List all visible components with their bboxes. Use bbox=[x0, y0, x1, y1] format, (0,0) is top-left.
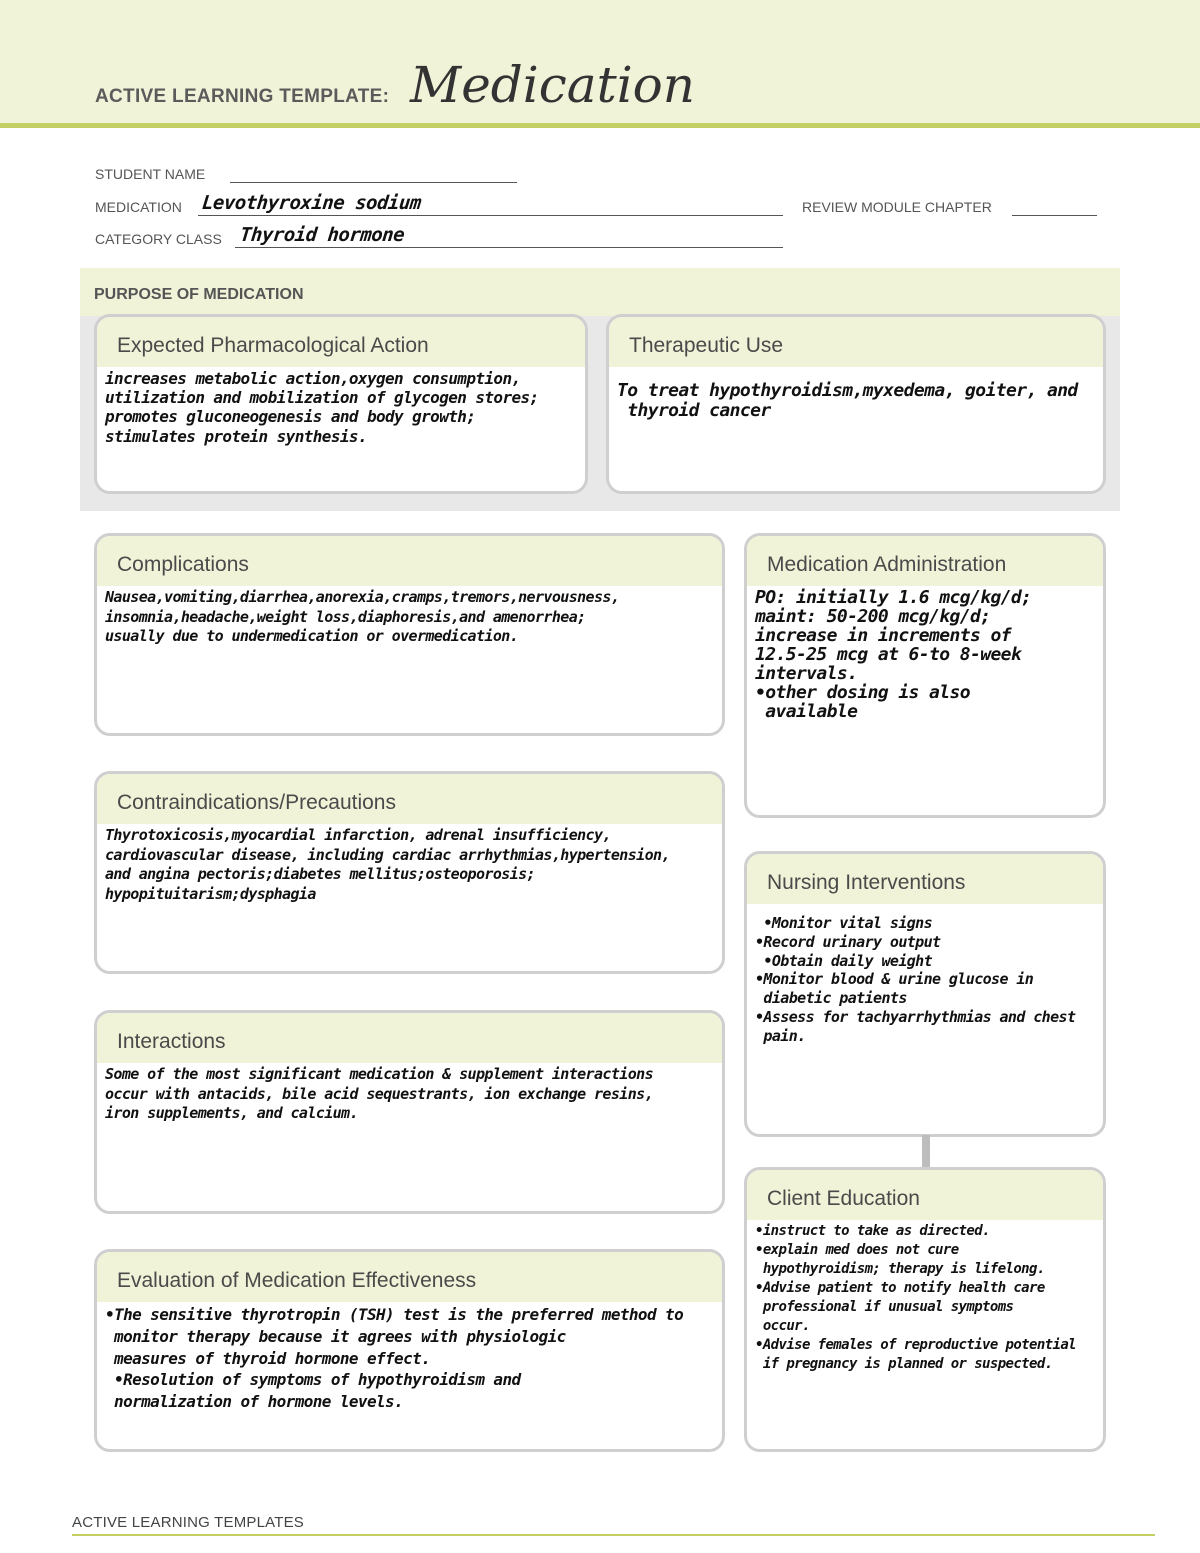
text-line: •Assess for tachyarrhythmias and chest bbox=[755, 1007, 1076, 1026]
text-line: Thyrotoxicosis,myocardial infarction, adrenal insufficiency, bbox=[105, 826, 611, 844]
text-line: •Advise patient to notify health care bbox=[755, 1280, 1045, 1297]
review-module-field[interactable] bbox=[1012, 197, 1097, 216]
evaluation-card bbox=[94, 1249, 725, 1452]
text-line: •The sensitive thyrotropin (TSH) test is the preferred method to bbox=[105, 1305, 684, 1324]
text-line: •other dosing is also bbox=[755, 682, 970, 704]
complications-body[interactable] bbox=[97, 586, 722, 647]
text-line: Some of the most significant medication & supplement interactions bbox=[105, 1065, 654, 1083]
text-line: •Monitor vital signs bbox=[755, 914, 933, 932]
medication-administration-title: Medication Administration bbox=[747, 536, 1103, 586]
text-line: cardiovascular disease, including cardiac arrhythmias,hypertension, bbox=[105, 845, 670, 864]
text-line: iron supplements, and calcium. bbox=[105, 1104, 358, 1122]
text-line: occur with antacids, bile acid sequestrants, ion exchange resins, bbox=[105, 1084, 654, 1103]
category-class-label: CATEGORY CLASS bbox=[95, 231, 222, 247]
footer-rule bbox=[72, 1534, 1155, 1536]
text-line: To treat hypothyroidism,myxedema, goiter, and bbox=[617, 380, 1078, 401]
text-line: pain. bbox=[755, 1026, 806, 1045]
nursing-interventions-title: Nursing Interventions bbox=[747, 854, 1103, 904]
text-line: intervals. bbox=[755, 663, 858, 685]
text-line: •Monitor blood & urine glucose in bbox=[755, 970, 1034, 989]
text-line: promotes gluconeogenesis and body growth; bbox=[105, 407, 476, 427]
client-education-body[interactable] bbox=[747, 1220, 1103, 1374]
text-line: •Resolution of symptoms of hypothyroidism and bbox=[105, 1370, 521, 1390]
text-line: insomnia,headache,weight loss,diaphoresis,and amenorrhea; bbox=[105, 607, 586, 626]
text-line: •Obtain daily weight bbox=[755, 951, 933, 970]
medication-label: MEDICATION bbox=[95, 199, 182, 215]
footer-label: ACTIVE LEARNING TEMPLATES bbox=[72, 1514, 304, 1531]
contraindications-card bbox=[94, 771, 725, 974]
text-line: PO: initially 1.6 mcg/kg/d; bbox=[755, 587, 1032, 608]
interactions-title: Interactions bbox=[97, 1013, 722, 1063]
text-line: available bbox=[755, 701, 858, 723]
expected-action-card bbox=[94, 314, 588, 494]
text-line: •instruct to take as directed. bbox=[755, 1223, 990, 1239]
page-title: Medication bbox=[410, 56, 695, 114]
text-line: if pregnancy is planned or suspected. bbox=[755, 1356, 1053, 1373]
text-line: •explain med does not cure bbox=[755, 1242, 959, 1259]
complications-card bbox=[94, 533, 725, 736]
client-education-card bbox=[744, 1167, 1106, 1452]
text-line: measures of thyroid hormone effect. bbox=[105, 1348, 431, 1368]
text-line: hypothyroidism; therapy is lifelong. bbox=[755, 1261, 1045, 1278]
text-line: usually due to undermedication or overmedication. bbox=[105, 627, 519, 645]
text-line: and angina pectoris;diabetes mellitus;osteoporosis; bbox=[105, 865, 535, 883]
nursing-interventions-card bbox=[744, 851, 1106, 1137]
text-line: stimulates protein synthesis. bbox=[105, 426, 367, 446]
medication-administration-body[interactable] bbox=[747, 586, 1103, 722]
connector-bar bbox=[922, 1135, 930, 1167]
medication-administration-card bbox=[744, 533, 1106, 818]
text-line: normalization of hormone levels. bbox=[105, 1392, 404, 1411]
complications-title: Complications bbox=[97, 536, 722, 586]
evaluation-title: Evaluation of Medication Effectiveness bbox=[97, 1252, 722, 1302]
text-line: utilization and mobilization of glycogen stores; bbox=[105, 388, 539, 408]
interactions-card bbox=[94, 1010, 725, 1214]
template-label: ACTIVE LEARNING TEMPLATE: bbox=[95, 86, 390, 107]
text-line: hypopituitarism;dysphagia bbox=[105, 884, 316, 903]
therapeutic-use-title: Therapeutic Use bbox=[609, 317, 1103, 367]
contraindications-body[interactable] bbox=[97, 824, 722, 904]
review-module-label: REVIEW MODULE CHAPTER bbox=[802, 199, 992, 215]
text-line: diabetic patients bbox=[755, 989, 907, 1007]
text-line: Nausea,vomiting,diarrhea,anorexia,cramps,tremors,nervousness, bbox=[105, 588, 620, 606]
text-line: •Record urinary output bbox=[755, 932, 941, 951]
text-line: thyroid cancer bbox=[617, 399, 771, 421]
header-rule bbox=[0, 123, 1200, 128]
contraindications-title: Contraindications/Precautions bbox=[97, 774, 722, 824]
evaluation-body[interactable] bbox=[97, 1302, 722, 1413]
therapeutic-use-card bbox=[606, 314, 1106, 494]
therapeutic-use-body[interactable] bbox=[609, 367, 1103, 421]
expected-action-body[interactable] bbox=[97, 367, 585, 446]
nursing-interventions-body[interactable] bbox=[747, 904, 1103, 1045]
text-line: monitor therapy because it agrees with physiologic bbox=[105, 1326, 566, 1346]
expected-action-title: Expected Pharmacological Action bbox=[97, 317, 585, 367]
text-line: professional if unusual symptoms bbox=[755, 1299, 1014, 1316]
text-line: increase in increments of bbox=[755, 625, 1011, 647]
student-name-field[interactable] bbox=[230, 164, 517, 183]
text-line: occur. bbox=[755, 1318, 810, 1335]
student-name-label: STUDENT NAME bbox=[95, 166, 206, 182]
purpose-label: PURPOSE OF MEDICATION bbox=[94, 286, 304, 303]
interactions-body[interactable] bbox=[97, 1063, 722, 1124]
text-line: •Advise females of reproductive potential bbox=[755, 1337, 1076, 1354]
text-line: maint: 50-200 mcg/kg/d; bbox=[755, 606, 991, 628]
category-class-value: Thyroid hormone bbox=[238, 224, 406, 246]
text-line: increases metabolic action,oxygen consumption, bbox=[105, 369, 521, 388]
client-education-title: Client Education bbox=[747, 1170, 1103, 1220]
text-line: 12.5-25 mcg at 6-to 8-week bbox=[755, 644, 1022, 666]
medication-value: Levothyroxine sodium bbox=[200, 192, 423, 214]
